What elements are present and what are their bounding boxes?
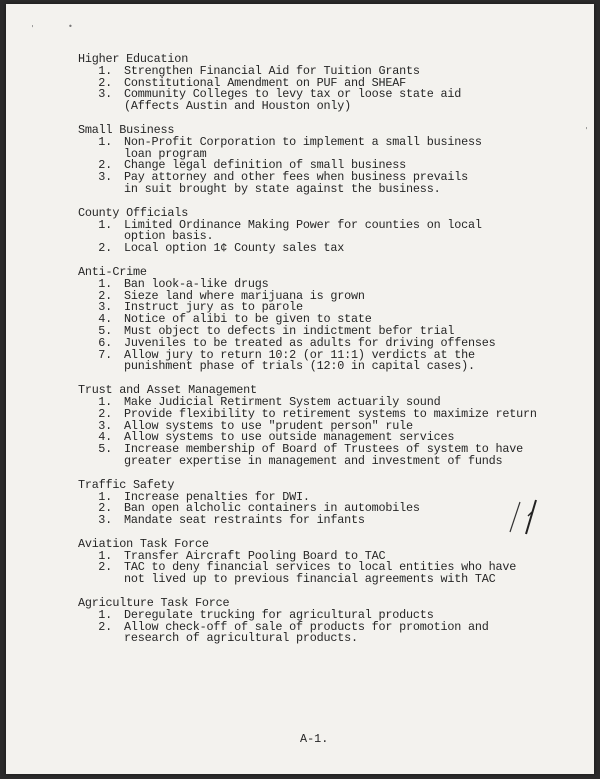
item-number: 1. [98,217,112,232]
item-text: Mandate seat restraints for infants [124,513,365,528]
item-number: 1. [98,134,112,149]
section [78,122,578,196]
item-number: 1. [98,489,112,504]
section [78,598,578,645]
item-text: Non-Profit Corporation to implement a small business loan program [124,134,482,161]
item-text: Provide flexibility to retirement systems to maximize return [124,406,537,421]
item-number: 3. [98,87,112,102]
item-text: Allow systems to use "prudent person" rule [124,418,413,433]
item-number: 3. [98,513,112,528]
document-page [6,4,594,774]
section [78,536,578,587]
list-item [78,243,578,255]
list-item [78,172,578,196]
item-number: 2. [98,619,112,634]
item-number: 3. [98,170,112,185]
handwritten-check-marks [504,496,544,540]
list-item [78,347,578,374]
paper-speck: ' [584,126,589,135]
list-item [78,562,578,586]
item-number: 1. [98,276,112,291]
section-heading: Traffic Safety [78,477,175,492]
item-number: 1. [98,607,112,622]
item-text: Increase membership of Board of Trustees of system to have greater expertise in management and investment of funds [124,442,523,468]
list-item [78,134,578,161]
section-heading: Aviation Task Force [78,536,209,551]
item-number: 3. [98,418,112,433]
item-text: TAC to deny financial services to local entities who have not lived up to previous financial agreements with TAC [124,560,517,587]
item-number: 2. [98,158,112,173]
item-text: Juveniles to be treated as adults for driving offenses [124,335,496,350]
paper-speck: ' [30,24,35,33]
item-number: 1. [98,63,112,78]
section [78,477,578,528]
section-heading: Trust and Asset Management [78,383,257,398]
list-item [78,444,578,468]
item-number: 6. [98,335,112,350]
section-heading: Small Business [78,122,175,137]
item-text: Limited Ordinance Making Power for counties on local option basis. [124,217,482,244]
item-number: 2. [98,560,112,575]
item-text: Ban look-a-like drugs [124,276,269,291]
item-text: Transfer Aircraft Pooling Board to TAC [124,548,386,563]
section-heading: Agriculture Task Force [78,596,230,611]
item-text: Ban open alcholic containers in automobiles [124,501,420,516]
item-text: Allow jury to return 10:2 (or 11:1) verdicts at the punishment phase of trials (12:0 in capital cases). [124,347,475,374]
item-text: Sieze land where marijuana is grown [124,288,365,303]
item-text: Constitutional Amendment on PUF and SHEAF [124,75,407,90]
item-number: 5. [98,442,112,457]
item-text: Deregulate trucking for agricultural products [124,607,434,622]
item-text: Community Colleges to levy tax or loose state aid (Affects Austin and Houston only) [124,87,462,114]
item-number: 2. [98,241,112,256]
item-text: Change legal definition of small business [124,158,407,173]
item-number: 2. [98,406,112,421]
list-item [78,619,578,646]
section-heading: Higher Education [78,52,189,66]
section [78,385,578,468]
item-number: 1. [98,548,112,563]
section [78,264,578,374]
item-number: 5. [98,323,112,338]
item-text: Allow systems to use outside management services [124,430,455,445]
list-item [78,89,578,113]
item-text: Must object to defects in indictment befor trial [124,323,455,338]
item-number: 4. [98,312,112,327]
document-body [78,54,578,657]
item-number: 4. [98,430,112,445]
item-text: Allow check-off of sale of products for promotion and research of agricultural products. [124,619,489,646]
item-text: Instruct jury as to parole [124,300,303,315]
item-number: 7. [98,347,112,362]
item-text: Increase penalties for DWI. [124,489,310,504]
item-number: 2. [98,288,112,303]
item-text: Pay attorney and other fees when business prevails in suit brought by state against the business. [124,170,468,196]
section-heading: County Officials [78,205,189,220]
item-number: 3. [98,300,112,315]
item-number: 2. [98,75,112,90]
list-item [78,515,578,527]
section [78,205,578,256]
item-text: Strengthen Financial Aid for Tuition Grants [124,63,420,78]
section-heading: Anti-Crime [78,264,147,279]
list-item [78,217,578,244]
page-number: A-1. [300,732,329,746]
item-number: 1. [98,394,112,409]
section [78,54,578,113]
item-number: 2. [98,501,112,516]
paper-speck: • [68,22,73,31]
item-text: Local option 1¢ County sales tax [124,241,345,256]
item-text: Notice of alibi to be given to state [124,312,372,327]
item-text: Make Judicial Retirment System actuarily sound [124,394,441,409]
